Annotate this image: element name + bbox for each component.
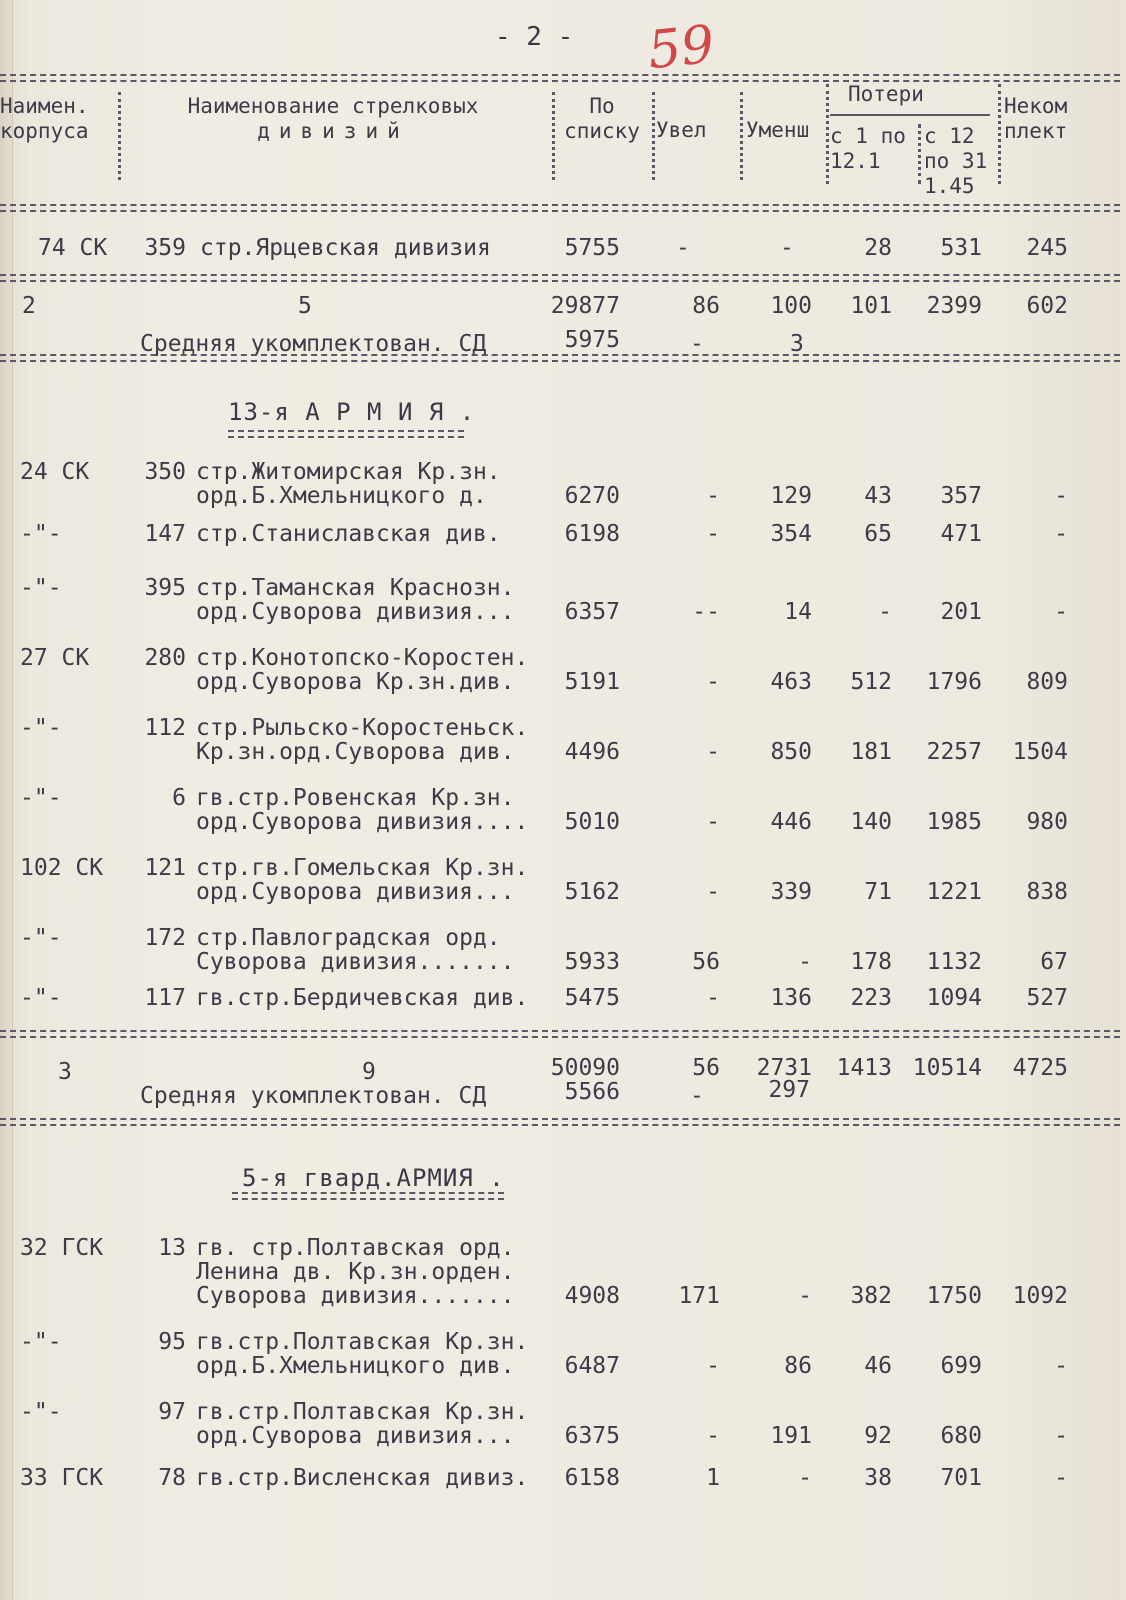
division-name: стр.Станиславская див. (196, 521, 501, 547)
by-list-value: 4496 (564, 739, 620, 765)
loss-period-1-value: 46 (864, 1353, 892, 1379)
division-name: гв.стр.Полтавская Кр.зн. (196, 1399, 529, 1425)
losses-underline (830, 114, 990, 116)
shortage-value: 67 (1040, 949, 1068, 975)
decrease-value: 463 (770, 669, 812, 695)
corps-cell: -"- (20, 715, 62, 741)
division-name: стр.гв.Гомельская Кр.зн. (196, 855, 529, 881)
shortage-value: - (1054, 599, 1068, 625)
increase-value: - (706, 809, 720, 835)
division-number: 78 (158, 1465, 186, 1491)
by-list-value: 5933 (564, 949, 620, 975)
header-divider (552, 92, 555, 180)
loss-period-1-value: 512 (850, 669, 892, 695)
division-name: стр.Рыльско-Коростеньск. (196, 715, 529, 741)
loss-period-1-value: 38 (864, 1465, 892, 1491)
section-rule (0, 1118, 1120, 1126)
corps-cell: -"- (20, 925, 62, 951)
header-divider (918, 124, 921, 184)
header-increase: Увел (656, 118, 707, 142)
division-name: гв.стр.Висленская дивиз. (196, 1465, 529, 1491)
shortage-value: - (1054, 483, 1068, 509)
division-name: орд.Суворова Кр.зн.див. (196, 669, 515, 695)
division-name: орд.Суворова дивизия.... (196, 809, 529, 835)
division-number: 117 (144, 985, 186, 1011)
by-list-value: 6270 (564, 483, 620, 509)
section-title-13-army: 13-я А Р М И Я . (228, 398, 476, 426)
loss-period-2-value: 471 (940, 521, 982, 547)
loss-period-2-value: 1094 (926, 985, 982, 1011)
loss-period-2-value: 680 (940, 1423, 982, 1449)
decrease-value: 446 (770, 809, 812, 835)
shortage-value: 1092 (1012, 1283, 1068, 1309)
by-list-value: 6357 (564, 599, 620, 625)
header-shortage: Неком плект (1004, 94, 1068, 143)
division-name: орд.Б.Хмельницкого див. (196, 1353, 515, 1379)
corps-cell: -"- (20, 521, 62, 547)
loss-period-2-value: 1132 (926, 949, 982, 975)
loss-period-1-value: 71 (864, 879, 892, 905)
corps-cell: 24 СК (20, 459, 90, 485)
loss-period-2-value: 2257 (926, 739, 982, 765)
loss-period-1-value: 178 (850, 949, 892, 975)
increase-value: - (706, 739, 720, 765)
decrease-value: - (798, 949, 812, 975)
header-top-rule (0, 74, 1120, 82)
corps-cell: -"- (20, 785, 62, 811)
increase-value: - (706, 483, 720, 509)
by-list-value: 5191 (564, 669, 620, 695)
increase-value: - (706, 879, 720, 905)
division-name: стр.Павлоградская орд. (196, 925, 501, 951)
shortage-value: - (1054, 1353, 1068, 1379)
decrease-value: 191 (770, 1423, 812, 1449)
loss-period-1-value: 92 (864, 1423, 892, 1449)
sheet-number-stamp: 59 (645, 14, 718, 82)
corps-cell: 27 СК (20, 645, 90, 671)
loss-period-2-value: 1796 (926, 669, 982, 695)
corps-cell: 32 ГСК (20, 1235, 104, 1261)
corps-cell: 33 ГСК (20, 1465, 104, 1491)
increase-value: - (706, 1353, 720, 1379)
corps-cell: -"- (20, 1329, 62, 1355)
division-number: 350 (144, 459, 186, 485)
header-divider (998, 84, 1001, 184)
division-number: 97 (158, 1399, 186, 1425)
division-number: 280 (144, 645, 186, 671)
increase-value: -- (692, 599, 720, 625)
division-number: 172 (144, 925, 186, 951)
division-name: стр.Таманская Краснозн. (196, 575, 515, 601)
section-title-underline (228, 430, 464, 438)
header-loss-period-1: с 1 по 12.1 (830, 124, 906, 173)
loss-period-1-value: 223 (850, 985, 892, 1011)
decrease-value: 129 (770, 483, 812, 509)
loss-period-2-value: 701 (940, 1465, 982, 1491)
loss-period-1-value: 140 (850, 809, 892, 835)
loss-period-1-value: - (878, 599, 892, 625)
division-name: Кр.зн.орд.Суворова див. (196, 739, 515, 765)
division-name: гв.стр.Полтавская Кр.зн. (196, 1329, 529, 1355)
loss-period-1-value: 65 (864, 521, 892, 547)
division-number: 121 (144, 855, 186, 881)
increase-value: - (706, 985, 720, 1011)
shortage-value: 980 (1026, 809, 1068, 835)
by-list-value: 6198 (564, 521, 620, 547)
decrease-value: 86 (784, 1353, 812, 1379)
by-list-value: 4908 (564, 1283, 620, 1309)
header-decrease: Уменш (746, 118, 810, 142)
division-name: гв. стр.Полтавская орд. (196, 1235, 515, 1261)
decrease-value: - (798, 1465, 812, 1491)
shortage-value: - (1054, 521, 1068, 547)
decrease-value: - (798, 1283, 812, 1309)
loss-period-2-value: 201 (940, 599, 982, 625)
corps-cell: 102 СК (20, 855, 104, 881)
header-corps: Наимен. корпуса (0, 94, 89, 143)
corps-cell: -"- (20, 1399, 62, 1425)
by-list-value: 6158 (564, 1465, 620, 1491)
by-list-value: 5475 (564, 985, 620, 1011)
division-name: Ленина дв. Кр.зн.орден. (196, 1259, 515, 1285)
decrease-value: 14 (784, 599, 812, 625)
division-name: орд.Б.Хмельницкого д. (196, 483, 487, 509)
shortage-value: 1504 (1012, 739, 1068, 765)
decrease-value: 339 (770, 879, 812, 905)
by-list-value: 6375 (564, 1423, 620, 1449)
decrease-value: 354 (770, 521, 812, 547)
header-loss-period-2: с 12 по 31 1.45 (924, 124, 988, 198)
division-number: 95 (158, 1329, 186, 1355)
shortage-value: 838 (1026, 879, 1068, 905)
loss-period-2-value: 1221 (926, 879, 982, 905)
increase-value: 1 (706, 1465, 720, 1491)
section-title-underline (232, 1192, 504, 1200)
loss-period-1-value: 181 (850, 739, 892, 765)
division-number: 147 (144, 521, 186, 547)
division-name: стр.Конотопско-Коростен. (196, 645, 529, 671)
header-division: Наименование стрелковых дивизий (187, 94, 479, 143)
division-name: орд.Суворова дивизия... (196, 1423, 515, 1449)
section-rule (0, 354, 1120, 362)
loss-period-2-value: 699 (940, 1353, 982, 1379)
loss-period-2-value: 1750 (926, 1283, 982, 1309)
header-divider (652, 92, 655, 180)
division-name: гв.стр.Ровенская Кр.зн. (196, 785, 515, 811)
division-name: Суворова дивизия....... (196, 1283, 515, 1309)
division-name: орд.Суворова дивизия... (196, 879, 515, 905)
division-name: орд.Суворова дивизия... (196, 599, 515, 625)
division-number: 6 (172, 785, 186, 811)
loss-period-1-value: 43 (864, 483, 892, 509)
division-name: стр.Житомирская Кр.зн. (196, 459, 501, 485)
division-number: 112 (144, 715, 186, 741)
decrease-value: 850 (770, 739, 812, 765)
section-title-5-guards-army: 5-я гвард.АРМИЯ . (242, 1164, 505, 1192)
section-rule (0, 1030, 1120, 1038)
corps-cell: -"- (20, 985, 62, 1011)
division-number: 395 (144, 575, 186, 601)
section-rule (0, 274, 1120, 282)
binding-strip (0, 0, 13, 1600)
header-divider (826, 84, 829, 184)
header-bottom-rule (0, 204, 1120, 212)
by-list-value: 6487 (564, 1353, 620, 1379)
header-losses: Потери (848, 82, 924, 106)
increase-value: - (706, 669, 720, 695)
page-number: - 2 - (495, 22, 574, 52)
loss-period-2-value: 357 (940, 483, 982, 509)
increase-value: 56 (692, 949, 720, 975)
header-divider (118, 92, 121, 180)
by-list-value: 5162 (564, 879, 620, 905)
by-list-value: 5010 (564, 809, 620, 835)
corps-cell: -"- (20, 575, 62, 601)
decrease-value: 136 (770, 985, 812, 1011)
division-name: Суворова дивизия....... (196, 949, 515, 975)
increase-value: - (706, 1423, 720, 1449)
division-number: 13 (158, 1235, 186, 1261)
division-name: гв.стр.Бердичевская див. (196, 985, 529, 1011)
shortage-value: 527 (1026, 985, 1068, 1011)
shortage-value: - (1054, 1423, 1068, 1449)
loss-period-2-value: 1985 (926, 809, 982, 835)
loss-period-1-value: 382 (850, 1283, 892, 1309)
increase-value: - (706, 521, 720, 547)
shortage-value: - (1054, 1465, 1068, 1491)
header-divider (740, 92, 743, 180)
increase-value: 171 (678, 1283, 720, 1309)
shortage-value: 809 (1026, 669, 1068, 695)
header-by-list: По списку (564, 94, 640, 143)
